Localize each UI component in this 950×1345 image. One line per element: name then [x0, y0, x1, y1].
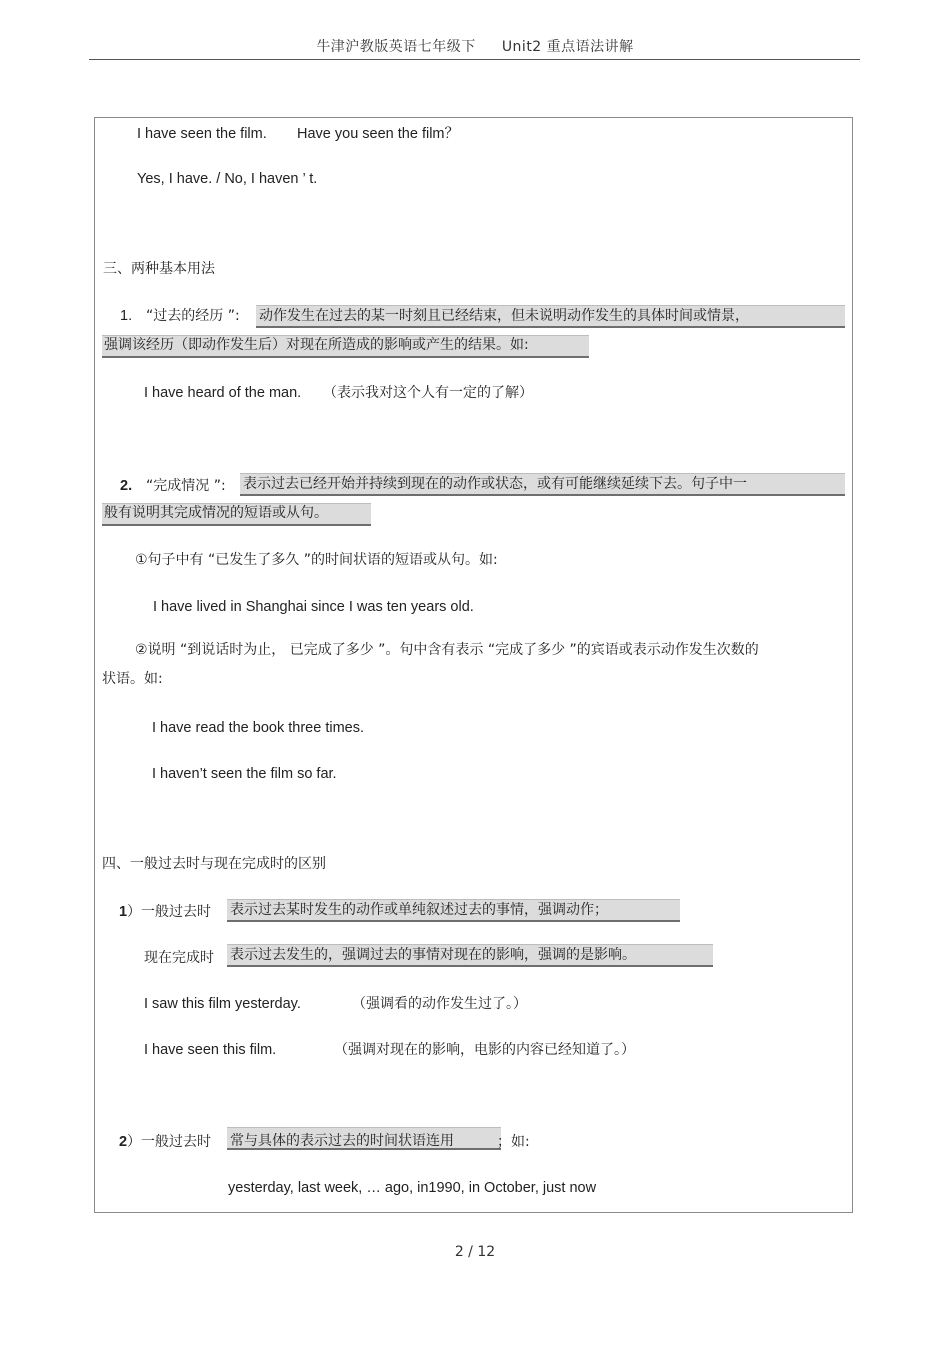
- item2-highlight-text-b: 般有说明其完成情况的短语或从句。: [104, 505, 328, 521]
- item1-example-note: （表示我对这个人有一定的了解）: [323, 385, 533, 401]
- point2-label: ）一般过去时: [127, 1134, 211, 1150]
- point1-example-2: I have seen this film.: [144, 1042, 277, 1058]
- point2-tail: ；如:: [497, 1134, 530, 1150]
- sub2-text-a: ②说明 “到说话时为止， 已完成了多少 ”。句中含有表示 “完成了多少 ”的宾语或表示动作发生次数的: [135, 642, 759, 658]
- page-number: 2 / 12: [454, 1244, 496, 1260]
- example-seen-film: I have seen the film.: [137, 126, 267, 142]
- section4-title: 四、一般过去时与现在完成时的区别: [102, 856, 326, 872]
- point1-example-1: I saw this film yesterday.: [144, 996, 301, 1012]
- point2-example: yesterday, last week, … ago, in1990, in October, just now: [228, 1180, 597, 1196]
- sub1-text: ①句子中有 “已发生了多久 ”的时间状语的短语或从句。如:: [135, 552, 498, 568]
- sub1-example: I have lived in Shanghai since I was ten years old.: [153, 599, 474, 615]
- sub2-text-b: 状语。如:: [102, 671, 163, 687]
- point1b-label: 现在完成时: [144, 950, 214, 966]
- item1-label: “过去的经历 ”:: [146, 308, 240, 324]
- item1-example: I have heard of the man.: [144, 385, 302, 401]
- item1-number: 1.: [120, 308, 133, 324]
- point2-number: 2: [119, 1134, 128, 1150]
- point1-number: 1: [119, 904, 128, 920]
- point1-label: ）一般过去时: [127, 904, 211, 920]
- item2-number: 2.: [120, 478, 133, 494]
- item1-highlight-text-b: 强调该经历（即动作发生后）对现在所造成的影响或产生的结果。如:: [104, 337, 529, 353]
- point1-example-2-note: （强调对现在的影响，电影的内容已经知道了。）: [334, 1042, 635, 1058]
- point1-highlight-text: 表示过去某时发生的动作或单纯叙述过去的事情，强调动作；: [230, 902, 608, 918]
- item2-label: “完成情况 ”:: [146, 478, 226, 494]
- example-have-you-seen: Have you seen the film？: [297, 126, 459, 142]
- point1-example-1-note: （强调看的动作发生过了。）: [352, 996, 527, 1012]
- sub2-example-2: I haven’t seen the film so far.: [152, 766, 337, 782]
- header-divider: [89, 59, 860, 60]
- example-yes-no: Yes, I have. / No, I haven ’ t.: [137, 171, 318, 187]
- header-title: 牛津沪教版英语七年级下: [316, 39, 476, 55]
- header-subtitle: Unit2 重点语法讲解: [501, 39, 634, 55]
- item1-highlight-text-a: 动作发生在过去的某一时刻且已经结束，但未说明动作发生的具体时间或情景，: [259, 308, 749, 324]
- sub2-example-1: I have read the book three times.: [152, 720, 364, 736]
- point1b-highlight-text: 表示过去发生的，强调过去的事情对现在的影响，强调的是影响。: [230, 947, 636, 963]
- point2-highlight-text: 常与具体的表示过去的时间状语连用: [230, 1133, 454, 1149]
- section3-title: 三、两种基本用法: [103, 261, 215, 277]
- page-header: [0, 36, 950, 56]
- item2-highlight-text-a: 表示过去已经开始并持续到现在的动作或状态，或有可能继续延续下去。句子中一: [243, 476, 747, 492]
